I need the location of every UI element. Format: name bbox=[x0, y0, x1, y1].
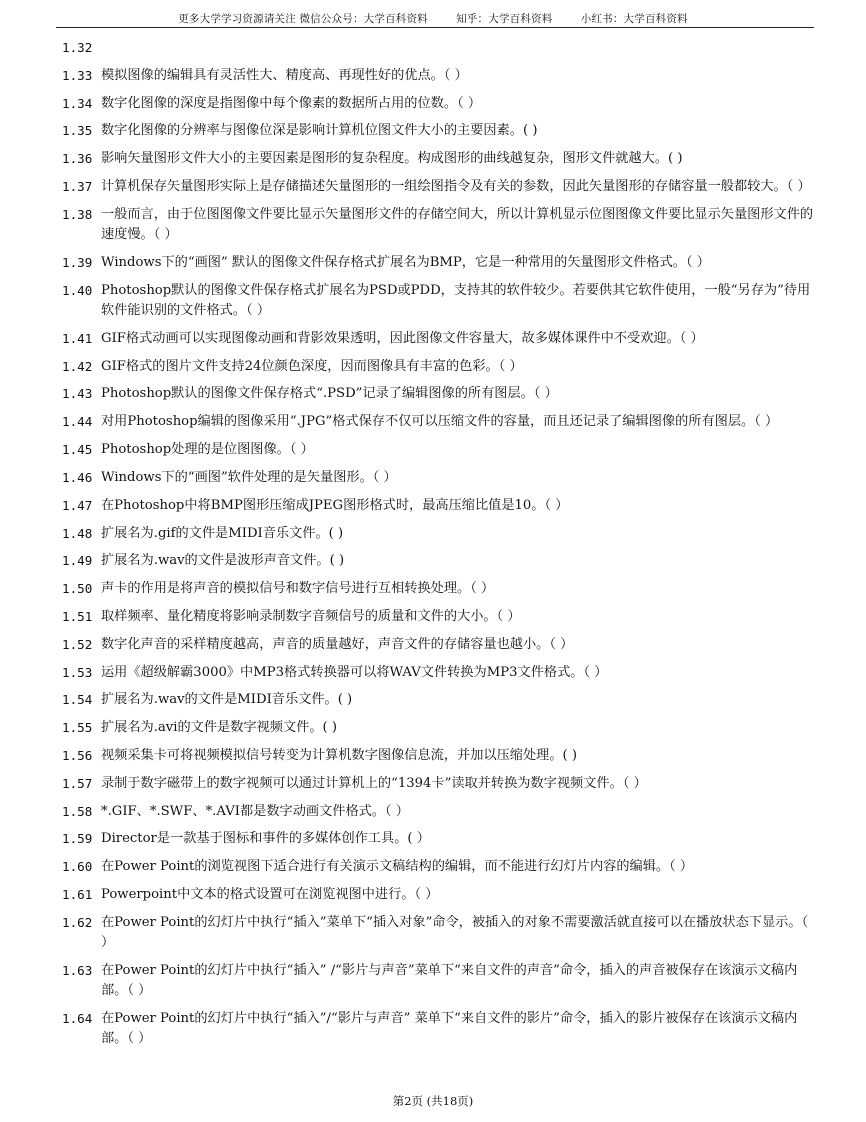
question-text: *.GIF、*.SWF、*.AVI都是数字动画文件格式。（ ） bbox=[101, 803, 409, 819]
question-item bbox=[62, 66, 818, 86]
question-item bbox=[62, 961, 818, 1001]
question-text: Director是一款基于图标和事件的多媒体创作工具。( ） bbox=[101, 831, 430, 847]
question-item bbox=[62, 38, 818, 58]
question-number: 1.62 bbox=[62, 914, 93, 930]
question-text: 数字化声音的采样精度越高，声音的质量越好，声音文件的存储容量也越小。（ ） bbox=[101, 636, 574, 652]
question-number: 1.44 bbox=[62, 414, 93, 430]
question-item bbox=[62, 329, 818, 349]
question-text: 扩展名为.gif的文件是MIDI音乐文件。( ) bbox=[101, 525, 344, 541]
question-item bbox=[62, 551, 818, 571]
page-footer: 第2页 (共18页) bbox=[392, 1094, 474, 1108]
question-number: 1.57 bbox=[62, 775, 93, 791]
question-number: 1.41 bbox=[62, 330, 93, 346]
question-item bbox=[62, 913, 818, 953]
question-number: 1.34 bbox=[62, 95, 93, 111]
question-item bbox=[62, 149, 818, 169]
question-text: 运用《超级解霸3000》中MP3格式转换器可以将WAV文件转换为MP3文件格式。（ ） bbox=[101, 664, 608, 680]
question-number: 1.46 bbox=[62, 469, 93, 485]
question-item bbox=[62, 718, 818, 738]
question-text: 视频采集卡可将视频模拟信号转变为计算机数字图像信息流，并加以压缩处理。( ) bbox=[101, 747, 578, 763]
question-number: 1.45 bbox=[62, 442, 93, 458]
question-item bbox=[62, 177, 818, 197]
question-item bbox=[62, 94, 818, 114]
question-text: Photoshop默认的图像文件保存格式“.PSD”记录了编辑图像的所有图层。（ ） bbox=[101, 386, 558, 402]
question-item bbox=[62, 281, 818, 321]
question-number: 1.55 bbox=[62, 720, 93, 736]
question-item bbox=[62, 885, 818, 905]
question-number: 1.32 bbox=[62, 40, 93, 55]
question-number: 1.36 bbox=[62, 151, 93, 167]
question-text: 在Power Point的幻灯片中执行“插入”菜单下“插入对象”命令，被插入的对象不需要激活就直接可以在播放状态下显示。（ ） bbox=[101, 914, 809, 950]
question-text: 取样频率、量化精度将影响录制数字音频信号的质量和文件的大小。（ ） bbox=[101, 608, 521, 624]
question-number: 1.61 bbox=[62, 886, 93, 902]
question-number: 1.64 bbox=[62, 1010, 93, 1026]
question-text: 在Power Point的幻灯片中执行“插入” /“影片与声音”菜单下“来自文件的声音”命令，插入的声音被保存在该演示文稿内部。（ ） bbox=[101, 962, 798, 998]
question-text: 录制于数字磁带上的数字视频可以通过计算机上的“1394卡”读取并转换为数字视频文件。（ ） bbox=[101, 775, 647, 791]
question-text: Windows下的“画图”软件处理的是矢量图形。（ ） bbox=[101, 469, 397, 485]
question-number: 1.40 bbox=[62, 282, 93, 298]
question-item bbox=[62, 440, 818, 460]
question-item bbox=[62, 607, 818, 627]
question-number: 1.54 bbox=[62, 692, 93, 708]
question-text: 声卡的作用是将声音的模拟信号和数字信号进行互相转换处理。（ ） bbox=[101, 581, 495, 597]
question-item bbox=[62, 412, 818, 432]
question-item bbox=[62, 121, 818, 141]
question-item bbox=[62, 802, 818, 822]
question-number: 1.42 bbox=[62, 358, 93, 374]
question-number: 1.59 bbox=[62, 831, 93, 847]
question-number: 1.39 bbox=[62, 254, 93, 270]
question-number: 1.56 bbox=[62, 747, 93, 763]
question-text: GIF格式的图片文件支持24位颜色深度，因而图像具有丰富的色彩。（ ） bbox=[101, 358, 523, 374]
header-text: 更多大学学习资源请关注 微信公众号：大学百科资料 知乎：大学百科资料 小红书：大学百科资料 bbox=[178, 13, 688, 25]
question-number: 1.33 bbox=[62, 67, 93, 83]
question-number: 1.50 bbox=[62, 581, 93, 597]
question-number: 1.37 bbox=[62, 178, 93, 194]
question-number: 1.63 bbox=[62, 962, 93, 978]
question-number: 1.53 bbox=[62, 664, 93, 680]
question-text: GIF格式动画可以实现图像动画和背影效果透明，因此图像文件容量大，故多媒体课件中不受欢迎。（ ） bbox=[101, 330, 704, 346]
question-item bbox=[62, 357, 818, 377]
question-item bbox=[62, 496, 818, 516]
question-item bbox=[62, 857, 818, 877]
question-text: 扩展名为.avi的文件是数字视频文件。( ) bbox=[101, 720, 338, 736]
question-item bbox=[62, 829, 818, 849]
header-divider bbox=[56, 27, 814, 28]
question-text: 模拟图像的编辑具有灵活性大、精度高、再现性好的优点。（ ） bbox=[101, 67, 468, 83]
question-item bbox=[62, 524, 818, 544]
question-item bbox=[62, 468, 818, 488]
question-text: 数字化图像的深度是指图像中每个像素的数据所占用的位数。（ ） bbox=[101, 95, 482, 111]
question-text: 计算机保存矢量图形实际上是存储描述矢量图形的一组绘图指令及有关的参数，因此矢量图形的存储容量一般都较大。（ ） bbox=[101, 178, 811, 194]
question-item bbox=[62, 746, 818, 766]
question-item bbox=[62, 253, 818, 273]
page-header bbox=[0, 0, 866, 30]
question-item bbox=[62, 205, 818, 245]
question-text: Photoshop默认的图像文件保存格式扩展名为PSD或PDD，支持其的软件较少。若要供其它软件使用，一般“另存为”待用软件能识别的文件格式。（ ） bbox=[101, 282, 811, 318]
question-number: 1.43 bbox=[62, 386, 93, 402]
question-number: 1.49 bbox=[62, 553, 93, 569]
question-item bbox=[62, 690, 818, 710]
question-number: 1.35 bbox=[62, 123, 93, 139]
question-item bbox=[62, 774, 818, 794]
question-text: Powerpoint中文本的格式设置可在浏览视图中进行。（ ） bbox=[101, 886, 439, 902]
question-number: 1.47 bbox=[62, 497, 93, 513]
question-text: 数字化图像的分辨率与图像位深是影响计算机位图文件大小的主要因素。( ) bbox=[101, 123, 538, 139]
question-text: 在Photoshop中将BMP图形压缩成JPEG图形格式时，最高压缩比值是10。（ ） bbox=[101, 497, 569, 513]
question-list bbox=[62, 38, 818, 1057]
question-text: 在Power Point的幻灯片中执行“插入”/“影片与声音” 菜单下“来自文件的影片”命令，插入的影片被保存在该演示文稿内部。（ ） bbox=[101, 1010, 798, 1046]
question-number: 1.38 bbox=[62, 206, 93, 222]
question-number: 1.58 bbox=[62, 803, 93, 819]
question-number: 1.52 bbox=[62, 636, 93, 652]
question-text: Windows下的“画图” 默认的图像文件保存格式扩展名为BMP，它是一种常用的矢量图形文件格式。（ ） bbox=[101, 254, 710, 270]
question-text: 对用Photoshop编辑的图像采用“.JPG”格式保存不仅可以压缩文件的容量，而且还记录了编辑图像的所有图层。（ ） bbox=[101, 414, 779, 430]
question-text: 影响矢量图形文件大小的主要因素是图形的复杂程度。构成图形的曲线越复杂，图形文件就越大。( ) bbox=[101, 151, 683, 167]
question-item bbox=[62, 635, 818, 655]
question-number: 1.60 bbox=[62, 859, 93, 875]
question-item bbox=[62, 384, 818, 404]
question-item bbox=[62, 1009, 818, 1049]
question-text: 一般而言，由于位图图像文件要比显示矢量图形文件的存储空间大，所以计算机显示位图图像文件要比显示矢量图形文件的速度慢。（ ） bbox=[101, 206, 814, 242]
question-text: 在Power Point的浏览视图下适合进行有关演示文稿结构的编辑，而不能进行幻灯片内容的编辑。（ ） bbox=[101, 859, 694, 875]
question-text: Photoshop处理的是位图图像。（ ） bbox=[101, 442, 314, 458]
question-item bbox=[62, 663, 818, 683]
question-number: 1.51 bbox=[62, 608, 93, 624]
question-text: 扩展名为.wav的文件是MIDI音乐文件。( ) bbox=[101, 692, 353, 708]
question-text: 扩展名为.wav的文件是波形声音文件。( ) bbox=[101, 553, 345, 569]
question-item bbox=[62, 579, 818, 599]
question-number: 1.48 bbox=[62, 525, 93, 541]
